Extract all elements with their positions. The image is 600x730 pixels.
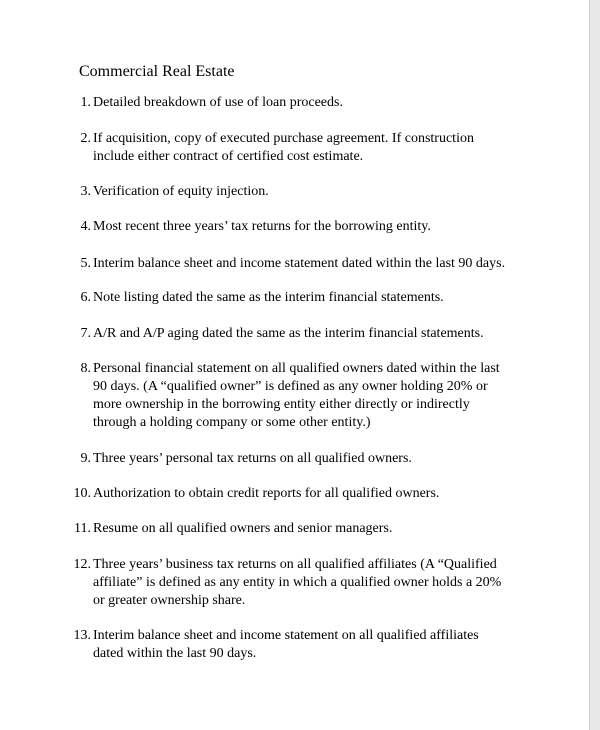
list-item-text: Personal financial statement on all qualified owners dated within the last 90 days. (A “qualified owner” is defined as any owner holding 20% or more ownership in the borrowing entity either directly or indirectly through a holding company or some other entity.) [93, 361, 500, 430]
list-item-text: Interim balance sheet and income statement dated within the last 90 days. [93, 256, 506, 271]
list-item-number: 3. [80, 184, 91, 199]
list-item-number: 10. [73, 486, 91, 501]
list-item-text: If acquisition, copy of executed purchase agreement. If construction include either contract of certified cost estimate. [93, 131, 474, 164]
list-item-number: 1. [80, 95, 91, 110]
list-item-number: 7. [80, 326, 91, 341]
list-item [58, 627, 558, 663]
list-item-number: 13. [73, 628, 91, 643]
list-item-text: Most recent three years’ tax returns for the borrowing entity. [93, 219, 431, 234]
list-item-number: 12. [73, 557, 91, 572]
list-item-text: A/R and A/P aging dated the same as the interim financial statements. [93, 326, 484, 341]
list-item-text: Interim balance sheet and income statement on all qualified affiliates dated within the last 90 days. [93, 628, 479, 661]
list-item-number: 6. [80, 290, 91, 305]
page-scroll-edge [589, 0, 600, 730]
list-item-number: 4. [80, 219, 91, 234]
list-item [58, 485, 558, 503]
list-item [58, 450, 558, 468]
list-item-number: 8. [80, 361, 91, 376]
list-item [58, 520, 558, 538]
document-title: Commercial Real Estate [79, 63, 235, 80]
list-item [58, 289, 558, 307]
list-item-number: 2. [80, 131, 91, 146]
list-item [58, 130, 558, 166]
list-item [58, 325, 558, 343]
list-item-number: 9. [80, 451, 91, 466]
list-item-text: Three years’ personal tax returns on all qualified owners. [93, 451, 412, 466]
list-item-text: Detailed breakdown of use of loan proceeds. [93, 95, 343, 110]
list-item-text: Authorization to obtain credit reports for all qualified owners. [93, 486, 440, 501]
list-item [58, 218, 558, 236]
list-item [58, 94, 558, 112]
list-item [58, 255, 558, 273]
list-item [58, 360, 558, 432]
list-item-text: Resume on all qualified owners and senior managers. [93, 521, 393, 536]
list-item-number: 5. [80, 256, 91, 271]
list-item [58, 183, 558, 201]
list-item-number: 11. [74, 521, 91, 536]
list-item-text: Three years’ business tax returns on all qualified affiliates (A “Qualified affiliate” is defined as any entity in which a qualified owner holds a 20% or greater ownership share. [93, 557, 502, 608]
list-item [58, 556, 558, 610]
list-item-text: Verification of equity injection. [93, 184, 269, 199]
list-item-text: Note listing dated the same as the interim financial statements. [93, 290, 444, 305]
